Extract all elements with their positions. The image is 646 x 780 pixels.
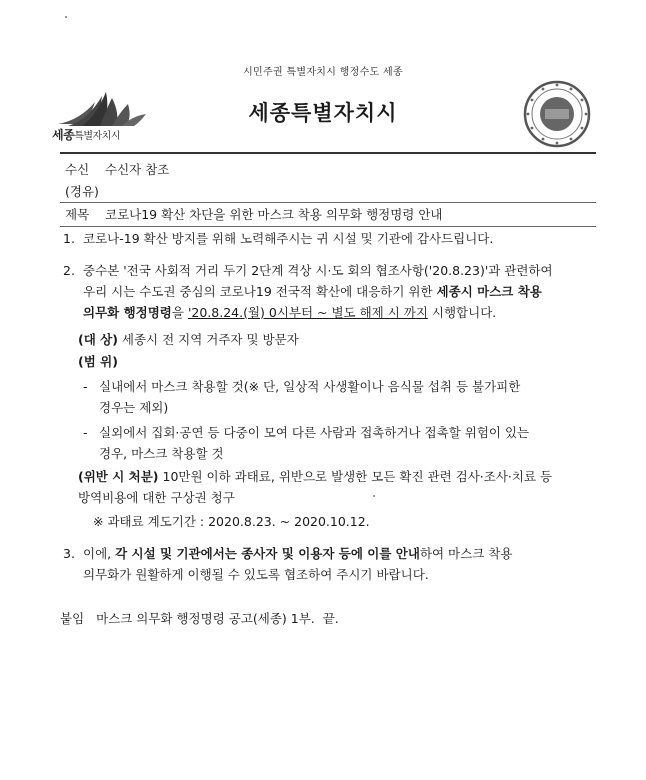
paragraph-1 xyxy=(63,228,599,249)
scan-speck xyxy=(65,16,67,18)
document-title: 세종특별자치시 xyxy=(248,101,398,125)
scope-item-1 xyxy=(83,376,603,418)
subject-bottom-divider xyxy=(60,226,596,227)
paragraph-3-line-1c: 하여 마스크 착용 xyxy=(419,546,513,561)
penalty-section xyxy=(78,466,603,508)
paragraph-text: 코로나-19 확산 방지를 위해 노력해주시는 귀 시설 및 기관에 감사드립니다. xyxy=(83,231,494,246)
paragraph-2-line-2a: 우리 시는 수도권 중심의 코로나19 전국적 확산에 대응하기 위한 xyxy=(83,284,437,299)
attachment-end: 끝. xyxy=(322,611,339,626)
official-seal-icon xyxy=(523,80,591,148)
dash-bullet: - xyxy=(83,425,88,440)
target-section xyxy=(78,329,299,350)
paragraph-2 xyxy=(63,260,599,323)
penalty-line-2: 방역비용에 대한 구상권 청구 xyxy=(78,490,235,505)
paragraph-number: 2. xyxy=(63,263,75,278)
recipient-value: 수신자 참조 xyxy=(105,162,170,177)
paragraph-number: 3. xyxy=(63,546,75,561)
recipient-line xyxy=(65,160,169,178)
order-name-highlight-cont: 의무화 행정명령 xyxy=(83,305,172,320)
subject-label: 제목 xyxy=(65,207,90,222)
paragraph-2-line-1: 중수본 '전국 사회적 거리 두기 2단계 격상 시·도 회의 협조사항('20.8.23)'과 관련하여 xyxy=(83,263,553,278)
logo-name-main: 세종 xyxy=(52,128,75,142)
header-divider xyxy=(60,152,596,154)
attachment-line xyxy=(60,608,339,629)
scope-item-1-line-1: 실내에서 마스크 착용할 것(※ 단, 일상적 사생활이나 음식물 섭취 등 불가피한 xyxy=(99,379,521,394)
paragraph-3-highlight: 각 시설 및 기관에서는 종사자 및 이용자 등에 이를 안내 xyxy=(115,546,420,561)
penalty-line-1: 10만원 이하 과태료, 위반으로 발생한 모든 확진 관련 검사·조사·치료 등 xyxy=(158,469,553,484)
subject-top-divider xyxy=(60,202,596,203)
target-text: 세종시 전 지역 거주자 및 방문자 xyxy=(117,332,299,347)
city-slogan: 시민주권 특별자치시 행정수도 세종 xyxy=(243,67,403,78)
target-label: (대 상) xyxy=(78,332,118,347)
paragraph-2-line-3d: 시행합니다. xyxy=(427,305,497,320)
via-value: (경유) xyxy=(65,184,99,199)
recipient-label: 수신 xyxy=(65,162,90,177)
paragraph-3-line-2: 의무화가 원활하게 이행될 수 있도록 협조하여 주시기 바랍니다. xyxy=(83,567,429,582)
paragraph-2-line-3b: 을 xyxy=(171,305,188,320)
scope-item-2-line-2: 경우, 마스크 착용할 것 xyxy=(99,446,224,461)
scope-label: (범 위) xyxy=(78,354,118,369)
scope-item-2 xyxy=(83,422,603,464)
paragraph-3-line-1a: 이에, xyxy=(83,546,116,561)
subject-line xyxy=(65,205,443,223)
grace-period: ※ 과태료 계도기간 : 2020.8.23. ~ 2020.10.12. xyxy=(93,514,370,529)
via-line xyxy=(65,182,99,200)
scope-item-2-line-1: 실외에서 집회·공연 등 다중이 모여 다른 사람과 접촉하거나 접촉할 위험이 있는 xyxy=(99,425,530,440)
scope-item-1-line-2: 경우는 제외) xyxy=(99,400,169,415)
paragraph-3 xyxy=(63,543,599,585)
dash-bullet: - xyxy=(83,379,88,394)
logo-name-sub: 특별자치시 xyxy=(74,131,120,142)
paragraph-number: 1. xyxy=(63,231,75,246)
order-name-highlight: 세종시 마스크 착용 xyxy=(436,284,542,299)
subject-value: 코로나19 확산 차단을 위한 마스크 착용 의무화 행정명령 안내 xyxy=(105,207,443,222)
effective-period: '20.8.24.(월) 0시부터 ~ 별도 해제 시 까지 xyxy=(187,305,428,320)
penalty-label: (위반 시 처분) xyxy=(78,469,159,484)
attachment-text: 마스크 의무화 행정명령 공고(세종) 1부. xyxy=(96,611,315,626)
logo-wordmark xyxy=(52,126,162,143)
attachment-label: 붙임 xyxy=(60,611,85,626)
